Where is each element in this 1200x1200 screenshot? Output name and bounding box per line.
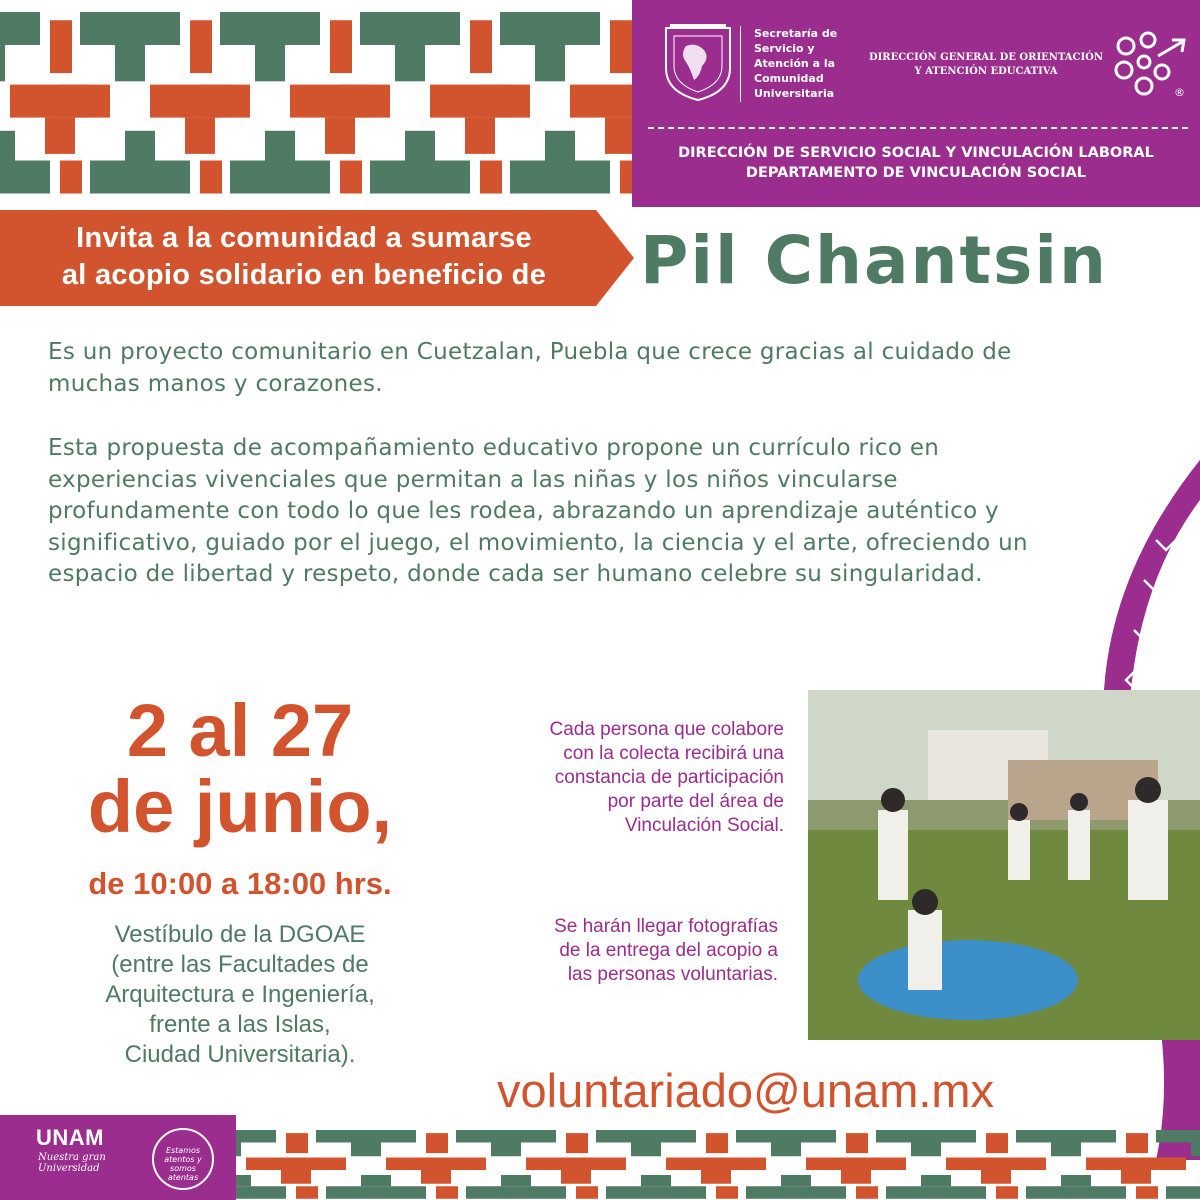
photo-illustration — [808, 690, 1200, 1040]
direccion-title: DIRECCIÓN DE SERVICIO SOCIAL Y VINCULACIÓN LABORAL DEPARTAMENTO DE VINCULACIÓN SOCIAL — [678, 145, 1154, 181]
unam-tagline: Nuestra gran Universidad — [38, 1152, 106, 1174]
header-dashed-divider — [648, 127, 1188, 129]
event-location: Vestíbulo de la DGOAE (entre las Facultades de Arquitectura e Ingeniería, frente a las Islas, Ciudad Universitaria). — [105, 921, 375, 1068]
description-paragraph-1: Es un proyecto comunitario en Cuetzalan, Puebla que crece gracias al cuidado de muchas manos y corazones. — [48, 339, 1012, 397]
header-panel — [632, 0, 1200, 207]
description-paragraph-2: Esta propuesta de acompañamiento educativo propone un currículo rico en experiencias vivenciales que permitan a las niñas y los niños vincularse profundamente con todo lo que les rodea, abrazando un aprendizaje auténtico y significativo, guiado por el juego, el movimiento, la ciencia y el arte, ofreciendo un espacio de libertad y respeto, donde cada ser humano celebre su singularidad. — [48, 435, 1028, 587]
event-dates: 2 al 27 de junio, — [87, 689, 393, 848]
event-hours: de 10:00 a 18:00 hrs. — [88, 866, 392, 901]
project-name: Pil Chantsin — [640, 222, 1108, 299]
footer-panel — [0, 1115, 236, 1200]
dgoae-logo-icon — [1108, 30, 1190, 100]
registered-mark: ® — [1174, 86, 1185, 99]
stamp-text: Estamos atentos y somos atentas — [164, 1146, 202, 1182]
decorative-pattern-bottom — [236, 1122, 1200, 1200]
invite-line-2: al acopio solidario en beneficio de — [61, 259, 547, 291]
header-divider — [740, 26, 741, 102]
unam-seal-icon — [660, 22, 736, 102]
invite-line-1: Invita a la comunidad a sumarse — [76, 222, 532, 254]
dgoae-name: DIRECCIÓN GENERAL DE ORIENTACIÓN Y ATENCIÓN EDUCATIVA — [868, 52, 1104, 77]
photos-note: Se harán llegar fotografías de la entrega del acopio a las personas voluntarias. — [554, 916, 778, 985]
decorative-pattern-top — [0, 0, 632, 200]
participation-note: Cada persona que colabore con la colecta recibirá una constancia de participación por parte del área de Vinculación Social. — [549, 719, 784, 836]
estamos-atentos-stamp — [152, 1128, 214, 1190]
unam-logo-text: UNAM — [36, 1125, 104, 1150]
contact-email[interactable]: voluntariado@unam.mx — [497, 1064, 995, 1117]
secretaria-label: Secretaría de Servicio y Atención a la Comunidad Universitaria — [754, 27, 838, 100]
community-photo — [808, 690, 1200, 1040]
invite-text — [24, 220, 584, 294]
